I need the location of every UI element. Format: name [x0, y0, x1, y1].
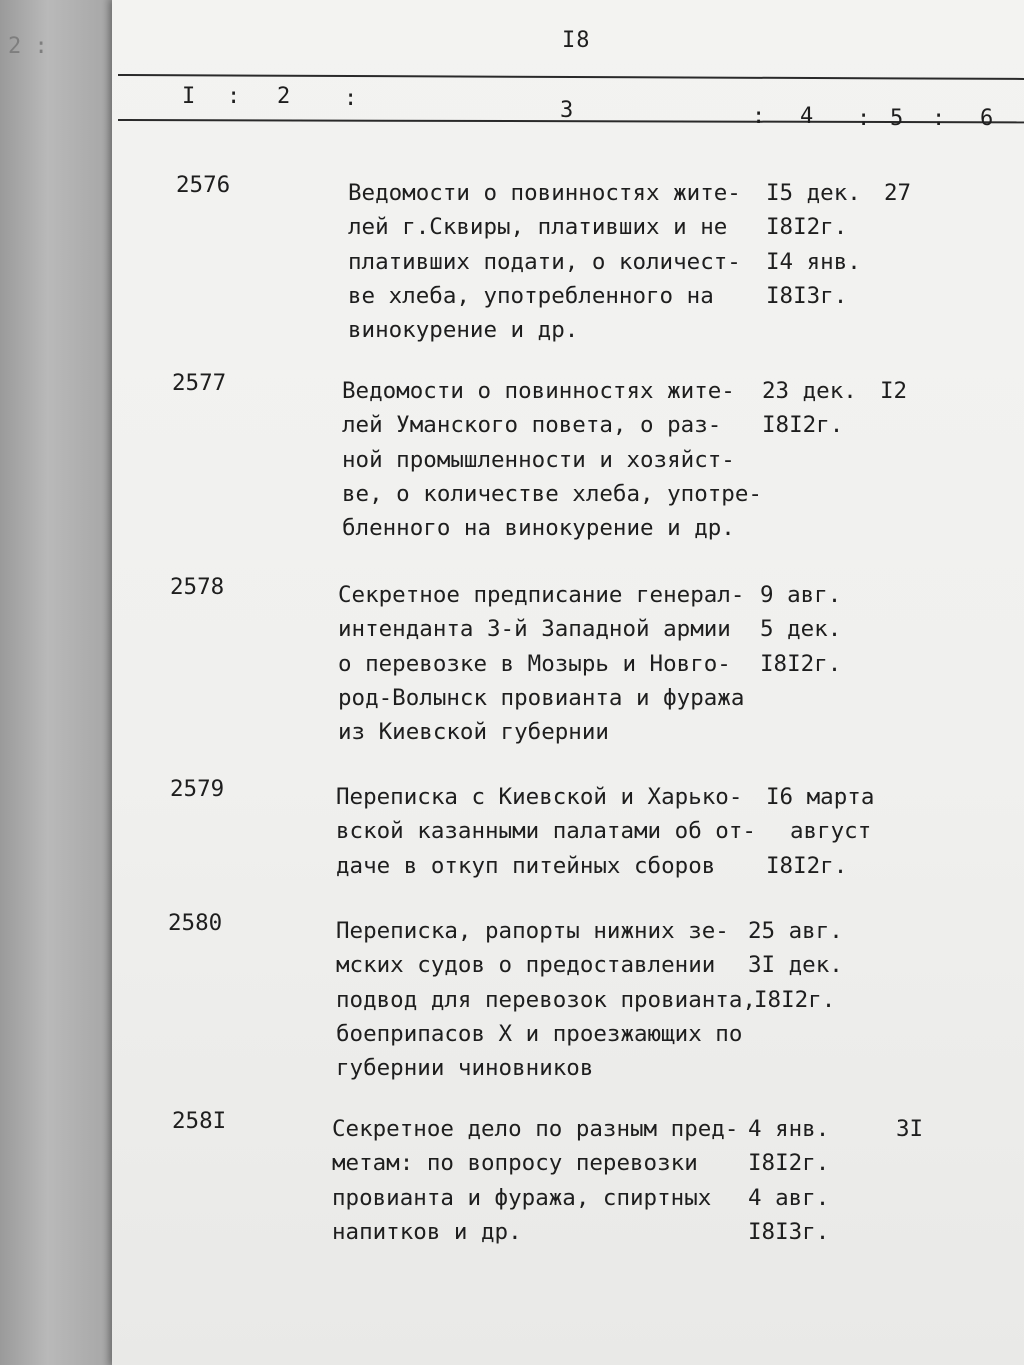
- entry-dates: [766, 780, 874, 883]
- description-line: Секретное предписание генерал-: [338, 582, 745, 608]
- date-line: I8I3г.: [748, 1218, 830, 1245]
- column-separator: :: [752, 104, 766, 129]
- entry-number: 2576: [176, 172, 231, 198]
- description-line: Переписка, рапорты нижних зе-: [336, 918, 729, 944]
- description-line: напитков и др.: [332, 1218, 522, 1245]
- description-line: о перевозке в Мозырь и Новго-: [338, 650, 731, 677]
- date-line: I4 янв.: [766, 248, 861, 275]
- description-line: губернии чиновников: [336, 1055, 594, 1082]
- column-header-3: 3: [560, 98, 574, 123]
- date-line: I8I2г.: [766, 852, 848, 879]
- entry-description: [348, 176, 741, 347]
- entry-sheet-count: 3I: [896, 1116, 924, 1142]
- date-line: 23 дек.: [762, 378, 857, 404]
- page-number: I8: [562, 28, 591, 53]
- entry-dates: [748, 1112, 829, 1249]
- entry-number: 258I: [172, 1108, 227, 1134]
- description-line: винокурение и др.: [348, 317, 579, 344]
- date-line: I8I2г.: [748, 1150, 830, 1177]
- entry-number: 2577: [172, 370, 227, 396]
- date-line: I6 марта: [766, 784, 875, 810]
- description-line: из Киевской губернии: [338, 719, 609, 746]
- entry-dates: [760, 578, 841, 681]
- date-line: 25 авг.: [748, 918, 843, 944]
- description-line: метам: по вопросу перевозки: [332, 1150, 698, 1177]
- description-line: род-Волынск провианта и фуража: [338, 684, 745, 711]
- description-line: Ведомости о повинностях жите-: [348, 180, 741, 206]
- description-line: вской казанными палатами об от-: [336, 818, 756, 845]
- entry-sheet-count: 27: [884, 180, 912, 206]
- entry-description: [336, 914, 756, 1085]
- date-line: I8I2г.: [760, 650, 842, 677]
- entry-description: [342, 374, 762, 545]
- description-line: ве хлеба, употребленного на: [348, 282, 714, 309]
- column-header-2: 2: [277, 84, 291, 109]
- facing-page-header-fragment: 2 :: [8, 34, 48, 59]
- entry-number: 2579: [170, 776, 225, 802]
- description-line: интенданта 3-й Западной армии: [338, 616, 731, 643]
- column-header-1: I: [182, 84, 196, 109]
- description-line: лей Уманского повета, о раз-: [342, 412, 722, 439]
- entry-dates: [766, 176, 861, 313]
- date-line: 5 дек.: [760, 616, 842, 643]
- date-line: I8I2г.: [766, 214, 848, 241]
- date-line: 4 янв.: [748, 1116, 830, 1142]
- description-line: провианта и фуража, спиртных: [332, 1184, 712, 1211]
- description-line: Секретное дело по разным пред-: [332, 1116, 739, 1142]
- description-line: ве, о количестве хлеба, употре-: [342, 480, 762, 507]
- entry-dates: [748, 914, 843, 1017]
- description-line: даче в откуп питейных сборов: [336, 852, 716, 879]
- entry-dates: [762, 374, 857, 443]
- date-line: I8I2г.: [754, 986, 836, 1013]
- entry-description: [338, 578, 744, 749]
- description-line: бленного на винокурение и др.: [342, 515, 735, 542]
- date-line: I8I2г.: [762, 412, 844, 439]
- entry-description: [336, 780, 756, 883]
- description-line: подвод для перевозок провианта,: [336, 986, 756, 1013]
- date-line: I5 дек.: [766, 180, 861, 206]
- date-line: август: [790, 818, 872, 845]
- column-header-5: 5: [890, 106, 904, 131]
- description-line: плативших подати, о количест-: [348, 248, 741, 275]
- description-line: Ведомости о повинностях жите-: [342, 378, 735, 404]
- entry-description: [332, 1112, 738, 1249]
- column-separator: :: [344, 86, 358, 111]
- document-page: [112, 0, 1024, 1365]
- entry-number: 2580: [168, 910, 223, 936]
- description-line: мских судов о предоставлении: [336, 952, 716, 979]
- date-line: 3I дек.: [748, 952, 843, 979]
- description-line: лей г.Сквиры, плативших и не: [348, 214, 728, 241]
- header-rule-top: [118, 74, 1024, 80]
- entry-sheet-count: I2: [880, 378, 908, 404]
- column-separator: :: [857, 106, 871, 131]
- column-header-6: 6: [980, 106, 994, 131]
- entry-number: 2578: [170, 574, 225, 600]
- description-line: Переписка с Киевской и Харько-: [336, 784, 743, 810]
- facing-page-edge: [0, 0, 120, 1365]
- date-line: 9 авг.: [760, 582, 842, 608]
- column-separator: :: [227, 84, 241, 109]
- date-line: I8I3г.: [766, 282, 848, 309]
- column-separator: :: [932, 106, 946, 131]
- column-header-4: 4: [800, 104, 814, 129]
- description-line: боеприпасов Х и проезжающих по: [336, 1020, 743, 1047]
- description-line: ной промышленности и хозяйст-: [342, 446, 735, 473]
- date-line: 4 авг.: [748, 1184, 830, 1211]
